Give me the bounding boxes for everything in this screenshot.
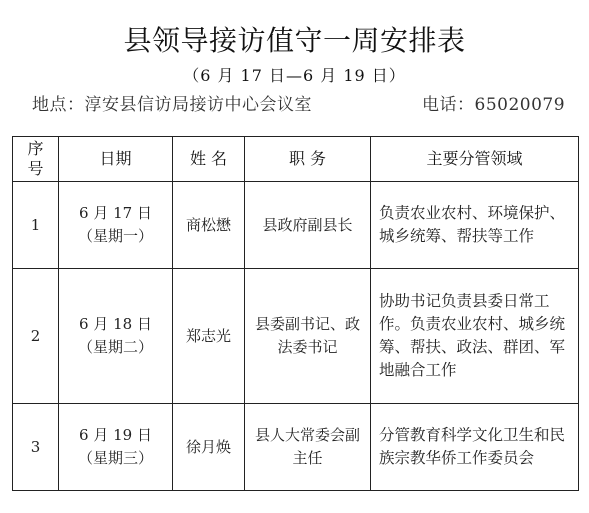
header-seq-line1: 序 [27, 139, 44, 158]
row-date-day: 6 月 18 日 [79, 315, 152, 333]
header-duties: 主要分管领域 [371, 137, 579, 182]
row-seq: 3 [13, 404, 59, 491]
row-seq: 2 [13, 269, 59, 404]
table-header-row [13, 137, 579, 182]
table-row [13, 182, 579, 269]
row-duties: 分管教育科学文化卫生和民族宗教华侨工作委员会 [371, 404, 579, 491]
date-range-subtitle: （6 月 17 日—6 月 19 日） [183, 66, 406, 85]
row-position: 县人大常委会副主任 [245, 404, 371, 491]
header-position: 职 务 [245, 137, 371, 182]
row-date [59, 269, 173, 404]
row-date-weekday: （星期二） [77, 338, 153, 356]
row-position: 县委副书记、政法委书记 [245, 269, 371, 404]
row-date [59, 404, 173, 491]
row-position: 县政府副县长 [245, 182, 371, 269]
row-date-day: 6 月 19 日 [79, 426, 152, 444]
row-date [59, 182, 173, 269]
row-name: 徐月焕 [173, 404, 245, 491]
phone-text: 电话：65020079 [422, 95, 566, 115]
row-name: 郑志光 [173, 269, 245, 404]
header-seq-line2: 号 [27, 159, 44, 178]
page-title: 县领导接访值守一周安排表 [123, 24, 466, 57]
row-date-weekday: （星期三） [77, 449, 153, 467]
location-text: 地点：淳安县信访局接访中心会议室 [32, 95, 312, 115]
row-date-day: 6 月 17 日 [79, 204, 152, 222]
header-seq [13, 137, 59, 182]
header-date: 日期 [59, 137, 173, 182]
row-date-weekday: （星期一） [77, 227, 153, 245]
row-name: 商松懋 [173, 182, 245, 269]
row-seq: 1 [13, 182, 59, 269]
table-row [13, 269, 579, 404]
schedule-table [12, 136, 579, 491]
row-duties: 负责农业农村、环境保护、城乡统筹、帮扶等工作 [371, 182, 579, 269]
header-name: 姓 名 [173, 137, 245, 182]
row-duties: 协助书记负责县委日常工作。负责农业农村、城乡统筹、帮扶、政法、群团、军地融合工作 [371, 269, 579, 404]
table-row [13, 404, 579, 491]
